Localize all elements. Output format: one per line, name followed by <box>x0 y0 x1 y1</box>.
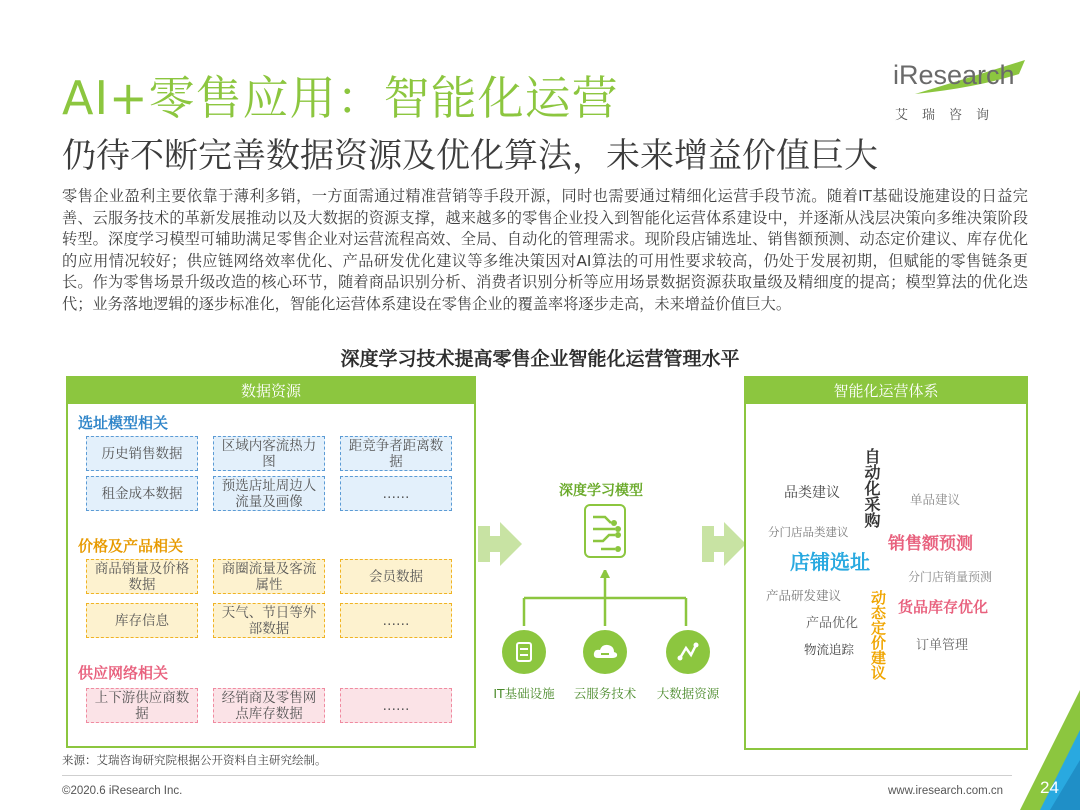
data-graph-icon <box>666 630 710 674</box>
tag-store-category: 分门店品类建议 <box>768 525 849 539</box>
website-url: www.iresearch.com.cn <box>888 785 1004 797</box>
data-cell: 距竞争者距离数据 <box>340 436 452 471</box>
data-cell: 区域内客流热力图 <box>213 436 325 471</box>
section-label-site: 选址模型相关 <box>78 414 169 432</box>
footer-divider <box>62 775 1012 776</box>
slide-subtitle: 仍待不断完善数据资源及优化算法，未来增益价值巨大 <box>62 136 878 176</box>
data-cell: …… <box>340 603 452 638</box>
connector-lines <box>520 570 690 626</box>
data-cell: 经销商及零售网点库存数据 <box>213 688 325 723</box>
iresearch-logo <box>893 58 1025 128</box>
section-label-price: 价格及产品相关 <box>78 537 184 555</box>
ops-system-panel <box>744 376 1028 750</box>
tag-category: 品类建议 <box>784 485 840 501</box>
tag-store-sales: 分门店销量预测 <box>908 570 993 584</box>
data-cell: …… <box>340 476 452 511</box>
circuit-chip-icon <box>581 503 629 559</box>
data-cell: 历史销售数据 <box>86 436 198 471</box>
data-cell: 上下游供应商数据 <box>86 688 198 723</box>
data-cell: 商品销量及价格数据 <box>86 559 198 594</box>
slide-title: AI+零售应用：智能化运营 <box>62 71 619 125</box>
data-resources-panel <box>66 376 476 748</box>
ops-system-header: 智能化运营体系 <box>746 378 1026 404</box>
page-number: 24 <box>1040 778 1059 797</box>
tag-site-selection: 店铺选址 <box>790 550 870 574</box>
data-resources-header: 数据资源 <box>68 378 474 404</box>
arrow-right-icon <box>700 518 748 570</box>
source-note: 来源：艾瑞咨询研究院根据公开资料自主研究绘制。 <box>62 753 327 767</box>
data-cell: …… <box>340 688 452 723</box>
body-paragraph: 零售企业盈利主要依靠于薄利多销，一方面需通过精准营销等手段开源，同时也需要通过精细化运营手段节流。随着IT基础设施建设的日益完善、云服务技术的革新发展推动以及大数据的资源支撑，越来越多的零售企业投入到智能化运营体系建设中，并逐渐从浅层决策向多维决策阶段转型。深度学习模型可辅助满足零售企业对运营流程高效、全局、自动化的管理需求。现阶段店铺选址、销售额预测、动态定价建议、库存优化的应用情况较好；供应链网络效率优化、产品研发优化建议等多维决策因对AI算法的可用性要求较高，仍处于发展初期，但赋能的零售链条更长。作为零售场景升级改造的核心环节，随着商品识别分析、消费者识别分析等应用场景数据资源获取量级及精细度的提高；模型算法的优化迭代；业务落地逻辑的逐步标准化，智能化运营体系建设在零售企业的覆盖率将逐步走高，未来增益价值巨大。 <box>62 187 1028 313</box>
logo-wordmark: iResearch <box>893 60 1015 90</box>
copyright: ©2020.6 iResearch Inc. <box>62 785 183 797</box>
tag-product-opt: 产品优化 <box>806 616 859 631</box>
tag-auto-purchase: 自动化采购 <box>862 448 881 528</box>
data-cell: 库存信息 <box>86 603 198 638</box>
logo-chinese-name: 艾瑞咨询 <box>895 108 1004 123</box>
tag-rnd: 产品研发建议 <box>766 588 842 603</box>
cloud-icon <box>583 630 627 674</box>
data-cell: 天气、节日等外部数据 <box>213 603 325 638</box>
server-icon <box>502 630 546 674</box>
tag-logistics: 物流追踪 <box>804 642 855 657</box>
tag-inventory: 货品库存优化 <box>898 598 989 616</box>
section-label-supply: 供应网络相关 <box>78 664 169 682</box>
tag-sales-forecast: 销售额预测 <box>888 534 973 554</box>
tag-dynamic-pricing: 动态定价建议 <box>869 590 887 680</box>
data-cell: 会员数据 <box>340 559 452 594</box>
base-label-bigdata: 大数据资源 <box>656 686 720 701</box>
tag-single-item: 单品建议 <box>910 492 961 507</box>
data-cell: 商圈流量及客流属性 <box>213 559 325 594</box>
data-cell: 预选店址周边人流量及画像 <box>213 476 325 511</box>
diagram-title: 深度学习技术提高零售企业智能化运营管理水平 <box>340 348 740 370</box>
arrow-right-icon <box>476 518 524 570</box>
data-cell: 租金成本数据 <box>86 476 198 511</box>
model-label: 深度学习模型 <box>559 483 643 499</box>
tag-order-mgmt: 订单管理 <box>916 638 969 653</box>
base-label-cloud: 云服务技术 <box>573 686 637 701</box>
base-label-it: IT基础设施 <box>493 686 555 701</box>
